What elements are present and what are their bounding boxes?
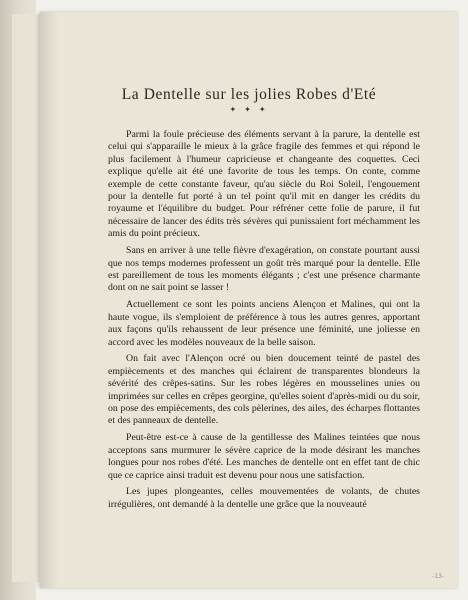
page-number: -13- xyxy=(432,573,444,580)
paragraph: Parmi la foule précieuse des éléments servant à la parure, la dentelle est celui qui s'apparaille le mieux à la grâce fragile des femmes et qui répond le plus facilement à l'humeur capricieuse et changeante des coquettes. Ceci explique qu'elle ait été une favorite de tous les temps. On conte, comme exemple de cette constante faveur, qu'au siècle du Roi Soleil, l'engouement pour la dentelle fut porté à un tel point qu'il mit en danger les crédits du royaume et l'équilibre du budget. Pour réfréner cette folie de parure, il fut nécessaire de lancer des édits très sévères qui punissaient fort méchamment les amis du point précieux. xyxy=(108,129,420,240)
left-page-edge xyxy=(12,14,43,582)
paragraph: On fait avec l'Alençon ocré ou bien doucement teinté de pastel des empiècements et des manches qui éclairent de transparentes blondeurs la sévérité des crêpes-satins. Sur les robes légères en mousselines unies ou imprimées sur celles en crêpes georgine, qu'elles soient d'après-midi ou du soir, on pose des empiècements, des cols pèlerines, des ailes, des écharpes flottantes et des panneaux de dentelle. xyxy=(108,353,420,427)
paragraph: Les jupes plongeantes, celles mouvementées de volants, de chutes irrégulières, ont demandé à la dentelle une grâce que la nouveauté xyxy=(108,486,420,510)
article-body xyxy=(108,129,420,516)
paragraph: Sans en arriver à une telle fièvre d'exagération, on constate pourtant aussi que nos temps modernes professent un goût très marqué pour la dentelle. Elle est pareillement de tous les moments élégants ; c'est une présence charmante dont on ne sait point se lasser ! xyxy=(108,245,420,294)
page-title: La Dentelle sur les jolies Robes d'Eté xyxy=(121,86,377,103)
ornament-divider: ✦ ✦ ✦ xyxy=(229,105,269,114)
paragraph: Actuellement ce sont les points anciens Alençon et Malines, qui ont la haute vogue, ils s'emploient de préférence à tous les autres genres, apportant aux façons qu'ils rehaussent de leur présence une féminité, une joliesse en accord avec les modèles nouveaux de la belle saison. xyxy=(108,299,420,348)
book-page xyxy=(40,12,458,588)
paragraph: Peut-être est-ce à cause de la gentillesse des Malines teintées que nous acceptons sans murmurer le sévère caprice de la mode désirant les manches longues pour nos robes d'été. Les manches de dentelle ont en effet tant de chic que ce caprice ainsi traduit est devenu pour nous une satisfaction. xyxy=(108,432,420,481)
